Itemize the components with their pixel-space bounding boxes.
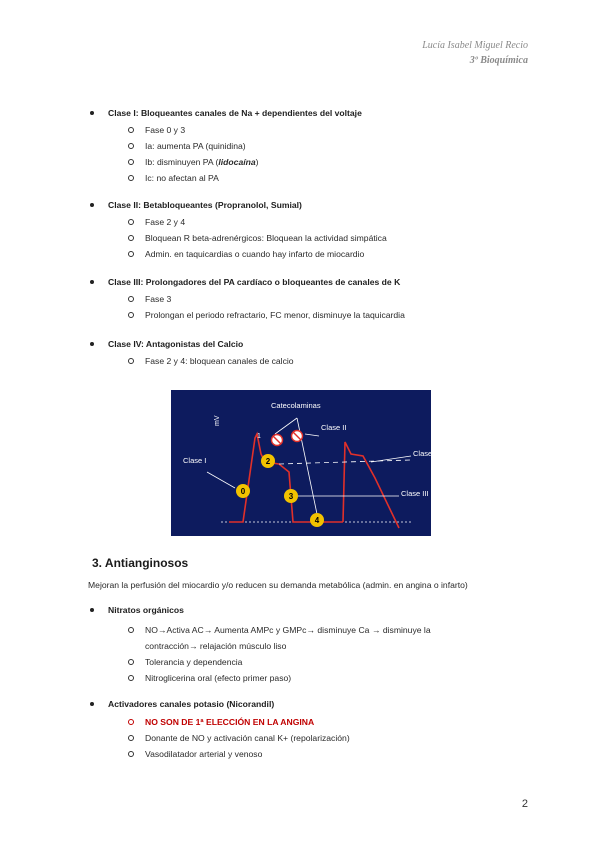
circle-bullet-icon (128, 627, 134, 633)
circle-bullet-icon (128, 719, 134, 725)
author-name: Lucía Isabel Miguel Recio (422, 40, 528, 51)
circle-bullet-icon (128, 219, 134, 225)
circle-bullet-icon (128, 235, 134, 241)
bullet-icon (90, 280, 94, 284)
bullet-icon (90, 111, 94, 115)
circle-bullet-icon (128, 312, 134, 318)
circle-bullet-icon (128, 358, 134, 364)
phase-marker-0 (236, 484, 250, 498)
phase-marker-2 (261, 454, 275, 468)
action-potential-figure (171, 390, 442, 536)
phase-marker-3 (284, 489, 298, 503)
circle-bullet-icon (128, 675, 134, 681)
catecholamines-label: Catecolaminas (271, 401, 321, 410)
blocked-icon (272, 435, 283, 446)
svg-text:4: 4 (314, 516, 320, 525)
svg-text:0: 0 (240, 487, 246, 496)
class-iv-label: Clase IV (413, 449, 442, 458)
circle-bullet-icon (128, 175, 134, 181)
course-name: 3º Bioquímica (469, 55, 528, 66)
circle-bullet-icon (128, 659, 134, 665)
page-number: 2 (521, 798, 528, 810)
svg-text:3: 3 (288, 492, 294, 501)
circle-bullet-icon (128, 143, 134, 149)
page-header (422, 38, 528, 68)
circle-bullet-icon (128, 159, 134, 165)
circle-bullet-icon (128, 751, 134, 757)
class-ii-label: Clase II (321, 423, 347, 432)
bullet-icon (90, 203, 94, 207)
section-intro: Mejoran la perfusión del miocardio y/o reducen su demanda metabólica (admin. en angina o infarto) (88, 580, 468, 590)
phase-label-1: 1 (257, 433, 261, 440)
svg-text:2: 2 (265, 457, 271, 466)
section-heading: 3. Antianginosos (92, 556, 189, 570)
bullet-icon (90, 608, 94, 612)
circle-bullet-icon (128, 251, 134, 257)
bullet-icon (90, 342, 94, 346)
circle-bullet-icon (128, 735, 134, 741)
blocked-icon (292, 431, 303, 442)
circle-bullet-icon (128, 296, 134, 302)
class-iii-label: Clase III (401, 489, 429, 498)
circle-bullet-icon (128, 127, 134, 133)
class-i-label: Clase I (183, 456, 207, 465)
mv-axis-label: mV (214, 415, 221, 426)
phase-marker-4 (310, 513, 324, 527)
bullet-icon (90, 702, 94, 706)
